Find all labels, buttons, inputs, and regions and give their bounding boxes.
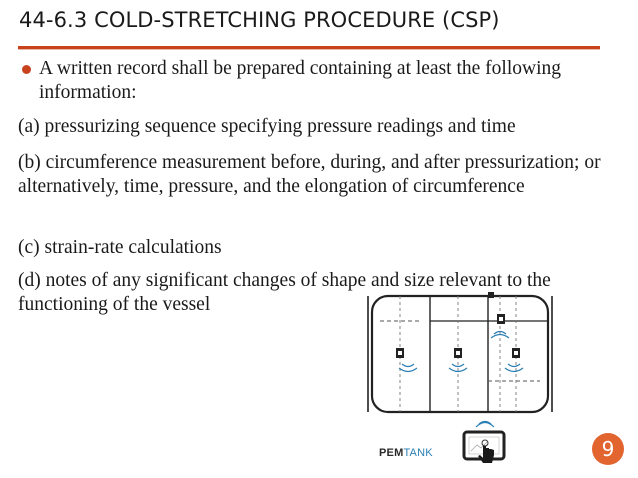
item-c: (c) strain-rate calculations (18, 237, 222, 258)
slide-title: 44-6.3 COLD-STRETCHING PROCEDURE (CSP) (19, 8, 500, 32)
logo-bold-text: PEM (379, 447, 404, 459)
bullet-dot-icon (22, 65, 31, 74)
page-number-badge: 9 (592, 433, 624, 465)
tablet-touch-icon (461, 417, 507, 465)
bullet-text: A written record shall be prepared containing at least the following information: (39, 58, 561, 103)
bullet-intro (22, 57, 612, 105)
bullet-row (22, 57, 612, 105)
pemtank-logo (379, 447, 433, 459)
item-a: (a) pressurizing sequence specifying pressure readings and time (18, 116, 516, 137)
tank-sensor-diagram-icon (360, 282, 560, 422)
logo-light-text: TANK (403, 447, 433, 459)
item-b: (b) circumference measurement before, during, and after pressurization; or alternatively, time, pressure, and the elongation of circumference (18, 152, 601, 197)
title-underline-shadow (18, 49, 600, 50)
item-d: (d) notes of any significant changes of shape and size relevant to the functioning of the vessel (18, 270, 551, 315)
